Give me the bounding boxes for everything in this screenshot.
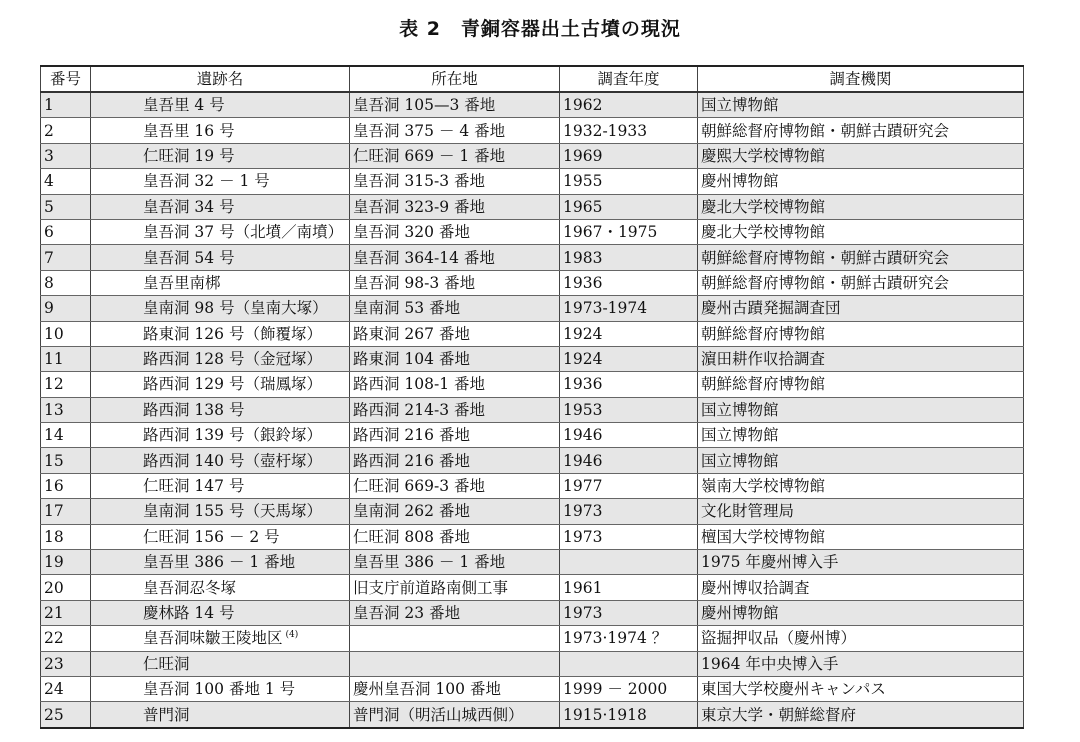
cell-number bbox=[41, 270, 91, 295]
cell-site-name bbox=[91, 702, 350, 728]
cell-number-text: 23 bbox=[44, 654, 64, 673]
cell-site-name bbox=[91, 600, 350, 625]
cell-location bbox=[350, 550, 560, 575]
cell-survey-agency-text: 朝鮮総督府博物館・朝鮮古蹟研究会 bbox=[701, 121, 950, 140]
header-survey-agency: 調査機関 bbox=[698, 66, 1024, 92]
cell-survey-year bbox=[560, 600, 698, 625]
cell-survey-year-text: 1961 bbox=[563, 578, 603, 597]
cell-location bbox=[350, 143, 560, 168]
cell-survey-agency-text: 嶺南大学校博物館 bbox=[701, 477, 826, 496]
cell-location bbox=[350, 423, 560, 448]
cell-number-text: 22 bbox=[44, 629, 64, 648]
cell-survey-year bbox=[560, 245, 698, 270]
cell-site-name bbox=[91, 169, 350, 194]
cell-number bbox=[41, 448, 91, 473]
cell-location bbox=[350, 296, 560, 321]
cell-survey-year-text: 1924 bbox=[563, 324, 603, 343]
cell-number bbox=[41, 321, 91, 346]
cell-site-name-text: 皇吾里南梆 bbox=[143, 273, 221, 292]
cell-location-text: 皇吾洞 105—3 番地 bbox=[353, 96, 496, 115]
cell-location-text: 仁旺洞 669 － 1 番地 bbox=[353, 146, 506, 165]
cell-survey-year bbox=[560, 346, 698, 371]
cell-number-text: 17 bbox=[44, 502, 64, 521]
cell-survey-agency-text: 濵田耕作収拾調査 bbox=[701, 350, 826, 369]
cell-number bbox=[41, 600, 91, 625]
table-row bbox=[41, 448, 1024, 473]
cell-survey-agency bbox=[698, 372, 1024, 397]
table-row bbox=[41, 524, 1024, 549]
cell-survey-agency bbox=[698, 270, 1024, 295]
cell-survey-year bbox=[560, 473, 698, 498]
cell-number-text: 1 bbox=[44, 96, 54, 115]
cell-location bbox=[350, 194, 560, 219]
table-row bbox=[41, 473, 1024, 498]
cell-survey-agency-text: 東京大学・朝鮮総督府 bbox=[701, 705, 857, 724]
cell-number bbox=[41, 499, 91, 524]
cell-location bbox=[350, 702, 560, 728]
header-location: 所在地 bbox=[350, 66, 560, 92]
cell-number-text: 21 bbox=[44, 604, 64, 622]
cell-survey-year-text: 1962 bbox=[563, 96, 603, 115]
cell-survey-year bbox=[560, 296, 698, 321]
table-title: 表 2 青銅容器出土古墳の現況 bbox=[399, 18, 681, 40]
cell-location bbox=[350, 169, 560, 194]
cell-location-text: 皇吾洞 315-3 番地 bbox=[353, 172, 486, 191]
cell-site-name-text: 仁旺洞 156 － 2 号 bbox=[143, 527, 280, 546]
cell-site-name bbox=[91, 397, 350, 422]
cell-survey-year bbox=[560, 550, 698, 575]
cell-survey-agency bbox=[698, 169, 1024, 194]
cell-survey-year bbox=[560, 143, 698, 168]
table-row bbox=[41, 397, 1024, 422]
cell-site-name bbox=[91, 524, 350, 549]
cell-survey-agency bbox=[698, 626, 1024, 651]
cell-location-text: 路東洞 267 番地 bbox=[353, 324, 470, 343]
cell-number-text: 18 bbox=[44, 527, 64, 546]
cell-site-name bbox=[91, 270, 350, 295]
cell-site-name-text: 皇南洞 98 号（皇南大塚） bbox=[143, 299, 328, 318]
table-body bbox=[41, 92, 1024, 728]
cell-number-text: 13 bbox=[44, 400, 64, 419]
cell-location bbox=[350, 118, 560, 143]
cell-site-name-text: 皇吾洞 100 番地 1 号 bbox=[143, 680, 296, 699]
cell-survey-agency bbox=[698, 118, 1024, 143]
cell-number bbox=[41, 169, 91, 194]
table-row bbox=[41, 499, 1024, 524]
cell-location bbox=[350, 626, 560, 651]
cell-survey-year-text: 1973 bbox=[563, 502, 603, 521]
cell-site-name-text: 路西洞 140 号（壺杅塚） bbox=[143, 451, 322, 470]
cell-survey-year bbox=[560, 423, 698, 448]
cell-survey-year-text: 1932-1933 bbox=[563, 121, 648, 140]
cell-site-name-text: 路西洞 139 号（銀鈴塚） bbox=[143, 426, 322, 445]
cell-number bbox=[41, 194, 91, 219]
table-row bbox=[41, 169, 1024, 194]
cell-survey-year bbox=[560, 448, 698, 473]
cell-survey-year bbox=[560, 499, 698, 524]
cell-number-text: 24 bbox=[44, 680, 64, 699]
cell-location-text: 普門洞（明活山城西側） bbox=[353, 705, 524, 724]
cell-survey-year bbox=[560, 118, 698, 143]
table-row bbox=[41, 651, 1024, 676]
header-number: 番号 bbox=[41, 66, 91, 92]
footnote-marker: (4) bbox=[285, 630, 299, 641]
cell-site-name bbox=[91, 473, 350, 498]
cell-location-text: 慶州皇吾洞 100 番地 bbox=[353, 680, 501, 699]
cell-site-name-text: 仁旺洞 147 号 bbox=[143, 477, 245, 496]
cell-location bbox=[350, 524, 560, 549]
cell-number bbox=[41, 702, 91, 728]
cell-location-text: 仁旺洞 669-3 番地 bbox=[353, 477, 486, 496]
cell-site-name bbox=[91, 575, 350, 600]
cell-number bbox=[41, 296, 91, 321]
cell-survey-year-text: 1955 bbox=[563, 172, 603, 191]
cell-survey-year-text: 1983 bbox=[563, 248, 603, 267]
cell-location-text: 路西洞 216 番地 bbox=[353, 426, 470, 445]
cell-site-name bbox=[91, 92, 350, 118]
cell-location bbox=[350, 92, 560, 118]
cell-site-name bbox=[91, 219, 350, 244]
cell-survey-agency-text: 慶北大学校博物館 bbox=[701, 197, 826, 216]
table-row bbox=[41, 270, 1024, 295]
table-row bbox=[41, 92, 1024, 118]
cell-site-name bbox=[91, 321, 350, 346]
cell-survey-agency-text: 朝鮮総督府博物館 bbox=[701, 375, 826, 394]
cell-location-text: 皇南洞 262 番地 bbox=[353, 502, 470, 521]
cell-site-name-text: 普門洞 bbox=[143, 705, 190, 724]
cell-location-text: 皇吾洞 98-3 番地 bbox=[353, 273, 476, 292]
cell-location bbox=[350, 676, 560, 701]
cell-number bbox=[41, 676, 91, 701]
cell-site-name-text: 皇吾洞 37 号（北墳／南墳） bbox=[143, 223, 344, 242]
cell-location-text: 旧支庁前道路南側工事 bbox=[353, 578, 509, 597]
cell-number-text: 16 bbox=[44, 477, 64, 496]
table-row bbox=[41, 143, 1024, 168]
cell-survey-agency-text: 国立博物館 bbox=[701, 426, 779, 445]
cell-survey-agency bbox=[698, 346, 1024, 371]
cell-location bbox=[350, 397, 560, 422]
cell-location bbox=[350, 346, 560, 371]
cell-survey-year-text: 1969 bbox=[563, 146, 603, 165]
cell-location bbox=[350, 499, 560, 524]
cell-site-name-text: 仁旺洞 bbox=[143, 654, 190, 673]
cell-number-text: 11 bbox=[44, 350, 64, 369]
cell-survey-year-text: 1936 bbox=[563, 375, 603, 394]
cell-location-text: 路西洞 108-1 番地 bbox=[353, 375, 486, 394]
cell-survey-agency-text: 盜掘押収品（慶州博） bbox=[701, 629, 857, 648]
table-row bbox=[41, 321, 1024, 346]
cell-survey-year bbox=[560, 626, 698, 651]
cell-survey-agency bbox=[698, 219, 1024, 244]
cell-survey-year bbox=[560, 219, 698, 244]
cell-site-name bbox=[91, 118, 350, 143]
cell-survey-agency bbox=[698, 448, 1024, 473]
cell-site-name bbox=[91, 194, 350, 219]
cell-location bbox=[350, 651, 560, 676]
cell-site-name bbox=[91, 372, 350, 397]
header-survey-year: 調査年度 bbox=[560, 66, 698, 92]
cell-survey-agency bbox=[698, 143, 1024, 168]
cell-survey-year-text: 1973-1974 bbox=[563, 299, 648, 318]
cell-survey-agency-text: 朝鮮総督府博物館・朝鮮古蹟研究会 bbox=[701, 248, 950, 267]
cell-number-text: 25 bbox=[44, 705, 64, 724]
cell-number bbox=[41, 372, 91, 397]
cell-number bbox=[41, 550, 91, 575]
cell-site-name bbox=[91, 143, 350, 168]
cell-location-text: 路西洞 214-3 番地 bbox=[353, 400, 486, 419]
cell-number-text: 7 bbox=[44, 248, 54, 267]
cell-survey-agency-text: 東国大学校慶州キャンパス bbox=[701, 680, 886, 699]
table-row bbox=[41, 194, 1024, 219]
cell-survey-agency-text: 慶州博収拾調査 bbox=[701, 578, 810, 597]
table-row bbox=[41, 550, 1024, 575]
cell-survey-year-text: 1915·1918 bbox=[563, 705, 647, 724]
cell-location-text: 路西洞 216 番地 bbox=[353, 451, 470, 470]
cell-survey-agency-text: 檀国大学校博物館 bbox=[701, 527, 826, 546]
cell-number-text: 3 bbox=[44, 146, 54, 165]
cell-survey-agency-text: 朝鮮総督府博物館 bbox=[701, 324, 826, 343]
cell-location bbox=[350, 270, 560, 295]
cell-number bbox=[41, 651, 91, 676]
cell-location bbox=[350, 219, 560, 244]
cell-survey-agency bbox=[698, 550, 1024, 575]
cell-number bbox=[41, 473, 91, 498]
cell-survey-agency bbox=[698, 245, 1024, 270]
cell-location bbox=[350, 473, 560, 498]
cell-survey-year bbox=[560, 194, 698, 219]
cell-survey-agency bbox=[698, 600, 1024, 625]
cell-number bbox=[41, 346, 91, 371]
table-header-row bbox=[41, 66, 1024, 92]
table-row bbox=[41, 702, 1024, 728]
cell-number bbox=[41, 423, 91, 448]
table-row bbox=[41, 575, 1024, 600]
cell-number bbox=[41, 397, 91, 422]
cell-location bbox=[350, 575, 560, 600]
cell-survey-agency bbox=[698, 296, 1024, 321]
cell-location bbox=[350, 448, 560, 473]
cell-survey-year-text: 1946 bbox=[563, 426, 603, 445]
cell-site-name-text: 皇吾里 386 － 1 番地 bbox=[143, 553, 296, 572]
cell-survey-agency bbox=[698, 397, 1024, 422]
cell-location-text: 皇吾里 386 － 1 番地 bbox=[353, 553, 506, 572]
cell-site-name-text: 路西洞 128 号（金冠塚） bbox=[143, 350, 322, 369]
cell-site-name bbox=[91, 651, 350, 676]
table-row bbox=[41, 372, 1024, 397]
cell-survey-year bbox=[560, 676, 698, 701]
table-row bbox=[41, 296, 1024, 321]
table-row bbox=[41, 118, 1024, 143]
cell-number bbox=[41, 245, 91, 270]
cell-number-text: 9 bbox=[44, 299, 54, 318]
cell-site-name bbox=[91, 245, 350, 270]
cell-location bbox=[350, 321, 560, 346]
cell-survey-year bbox=[560, 270, 698, 295]
cell-site-name-text: 皇吾里 4 号 bbox=[143, 96, 225, 115]
table-row bbox=[41, 626, 1024, 651]
cell-site-name bbox=[91, 346, 350, 371]
cell-site-name-text: 皇吾洞 54 号 bbox=[143, 248, 235, 267]
cell-site-name-text: 皇南洞 155 号（天馬塚） bbox=[143, 502, 322, 521]
cell-location-text: 皇吾洞 375 － 4 番地 bbox=[353, 121, 506, 140]
cell-number bbox=[41, 118, 91, 143]
cell-survey-agency-text: 慶州博物館 bbox=[701, 172, 779, 191]
cell-site-name-text: 皇吾洞忍冬塚 bbox=[143, 578, 237, 597]
cell-location bbox=[350, 372, 560, 397]
cell-survey-year-text: 1936 bbox=[563, 273, 603, 292]
cell-survey-year-text: 1953 bbox=[563, 400, 603, 419]
cell-number bbox=[41, 575, 91, 600]
table-row bbox=[41, 600, 1024, 625]
header-site-name: 遺跡名 bbox=[91, 66, 350, 92]
cell-site-name-text: 路西洞 129 号（瑞鳳塚） bbox=[143, 375, 322, 394]
cell-number bbox=[41, 143, 91, 168]
cell-location-text: 皇吾洞 323-9 番地 bbox=[353, 197, 486, 216]
cell-location-text: 皇吾洞 364-14 番地 bbox=[353, 248, 495, 267]
cell-location bbox=[350, 245, 560, 270]
cell-survey-agency-text: 国立博物館 bbox=[701, 400, 779, 419]
cell-survey-year-text: 1946 bbox=[563, 451, 603, 470]
cell-survey-year-text: 1965 bbox=[563, 197, 603, 216]
cell-survey-agency bbox=[698, 524, 1024, 549]
cell-number-text: 12 bbox=[44, 375, 64, 394]
cell-number-text: 8 bbox=[44, 273, 54, 292]
cell-survey-year bbox=[560, 169, 698, 194]
cell-site-name-text: 路西洞 138 号 bbox=[143, 400, 245, 419]
cell-survey-year-text: 1973·1974 ？ bbox=[563, 629, 668, 648]
cell-location-text: 皇吾洞 23 番地 bbox=[353, 604, 461, 622]
cell-survey-year bbox=[560, 524, 698, 549]
cell-survey-agency bbox=[698, 676, 1024, 701]
cell-survey-agency bbox=[698, 499, 1024, 524]
cell-survey-year bbox=[560, 397, 698, 422]
cell-site-name-text: 皇吾洞 34 号 bbox=[143, 197, 235, 216]
cell-survey-year-text: 1967・1975 bbox=[563, 223, 658, 242]
cell-number-text: 20 bbox=[44, 578, 64, 597]
cell-location-text: 皇南洞 53 番地 bbox=[353, 299, 461, 318]
cell-survey-agency bbox=[698, 473, 1024, 498]
cell-number bbox=[41, 92, 91, 118]
cell-survey-agency-text: 文化財管理局 bbox=[701, 502, 795, 521]
data-table bbox=[40, 65, 1024, 729]
cell-location-text: 仁旺洞 808 番地 bbox=[353, 527, 470, 546]
table-row bbox=[41, 346, 1024, 371]
cell-survey-agency-text: 慶熙大学校博物館 bbox=[701, 146, 826, 165]
cell-number bbox=[41, 219, 91, 244]
cell-survey-agency bbox=[698, 194, 1024, 219]
cell-site-name bbox=[91, 296, 350, 321]
cell-site-name bbox=[91, 676, 350, 701]
cell-survey-agency-text: 慶州博物館 bbox=[701, 604, 779, 622]
cell-number-text: 10 bbox=[44, 324, 64, 343]
cell-survey-agency-text: 1964 年中央博入手 bbox=[701, 654, 839, 673]
cell-survey-year bbox=[560, 321, 698, 346]
cell-site-name-text: 皇吾洞味皺王陵地区 bbox=[143, 629, 283, 648]
cell-survey-year-text: 1973 bbox=[563, 604, 603, 622]
cell-survey-year-text: 1973 bbox=[563, 527, 603, 546]
cell-location-text: 路東洞 104 番地 bbox=[353, 350, 470, 369]
cell-site-name-text: 仁旺洞 19 号 bbox=[143, 146, 235, 165]
cell-survey-year-text: 1999 － 2000 bbox=[563, 680, 668, 699]
cell-number-text: 2 bbox=[44, 121, 54, 140]
cell-site-name bbox=[91, 626, 350, 651]
cell-site-name-text: 路東洞 126 号（飾覆塚） bbox=[143, 324, 322, 343]
cell-number-text: 6 bbox=[44, 223, 54, 242]
cell-survey-year bbox=[560, 702, 698, 728]
cell-number bbox=[41, 524, 91, 549]
cell-survey-agency bbox=[698, 651, 1024, 676]
cell-survey-agency-text: 慶州古蹟発掘調査団 bbox=[701, 299, 841, 318]
cell-site-name-text: 皇吾里 16 号 bbox=[143, 121, 235, 140]
cell-site-name-text: 皇吾洞 32 － 1 号 bbox=[143, 172, 270, 191]
cell-site-name-text: 慶林路 14 号 bbox=[143, 604, 235, 622]
cell-number-text: 4 bbox=[44, 172, 54, 191]
cell-number bbox=[41, 626, 91, 651]
cell-survey-year bbox=[560, 575, 698, 600]
cell-site-name bbox=[91, 499, 350, 524]
table-row bbox=[41, 245, 1024, 270]
cell-survey-year bbox=[560, 92, 698, 118]
cell-survey-agency bbox=[698, 702, 1024, 728]
cell-survey-agency bbox=[698, 92, 1024, 118]
cell-number-text: 5 bbox=[44, 197, 54, 216]
cell-survey-year-text: 1924 bbox=[563, 350, 603, 369]
cell-number-text: 19 bbox=[44, 553, 64, 572]
table-row bbox=[41, 676, 1024, 701]
table-row bbox=[41, 219, 1024, 244]
cell-survey-agency-text: 国立博物館 bbox=[701, 96, 779, 115]
cell-survey-year bbox=[560, 651, 698, 676]
cell-survey-agency bbox=[698, 575, 1024, 600]
cell-site-name bbox=[91, 423, 350, 448]
cell-site-name bbox=[91, 448, 350, 473]
cell-survey-agency-text: 国立博物館 bbox=[701, 451, 779, 470]
cell-survey-agency-text: 1975 年慶州博入手 bbox=[701, 553, 839, 572]
cell-location bbox=[350, 600, 560, 625]
cell-survey-year bbox=[560, 372, 698, 397]
cell-location-text: 皇吾洞 320 番地 bbox=[353, 223, 470, 242]
cell-survey-agency-text: 朝鮮総督府博物館・朝鮮古蹟研究会 bbox=[701, 273, 950, 292]
cell-number-text: 15 bbox=[44, 451, 64, 470]
table-row bbox=[41, 423, 1024, 448]
cell-survey-agency bbox=[698, 321, 1024, 346]
cell-number-text: 14 bbox=[44, 426, 64, 445]
cell-site-name bbox=[91, 550, 350, 575]
cell-survey-agency bbox=[698, 423, 1024, 448]
cell-survey-year-text: 1977 bbox=[563, 477, 603, 496]
cell-survey-agency-text: 慶北大学校博物館 bbox=[701, 223, 826, 242]
